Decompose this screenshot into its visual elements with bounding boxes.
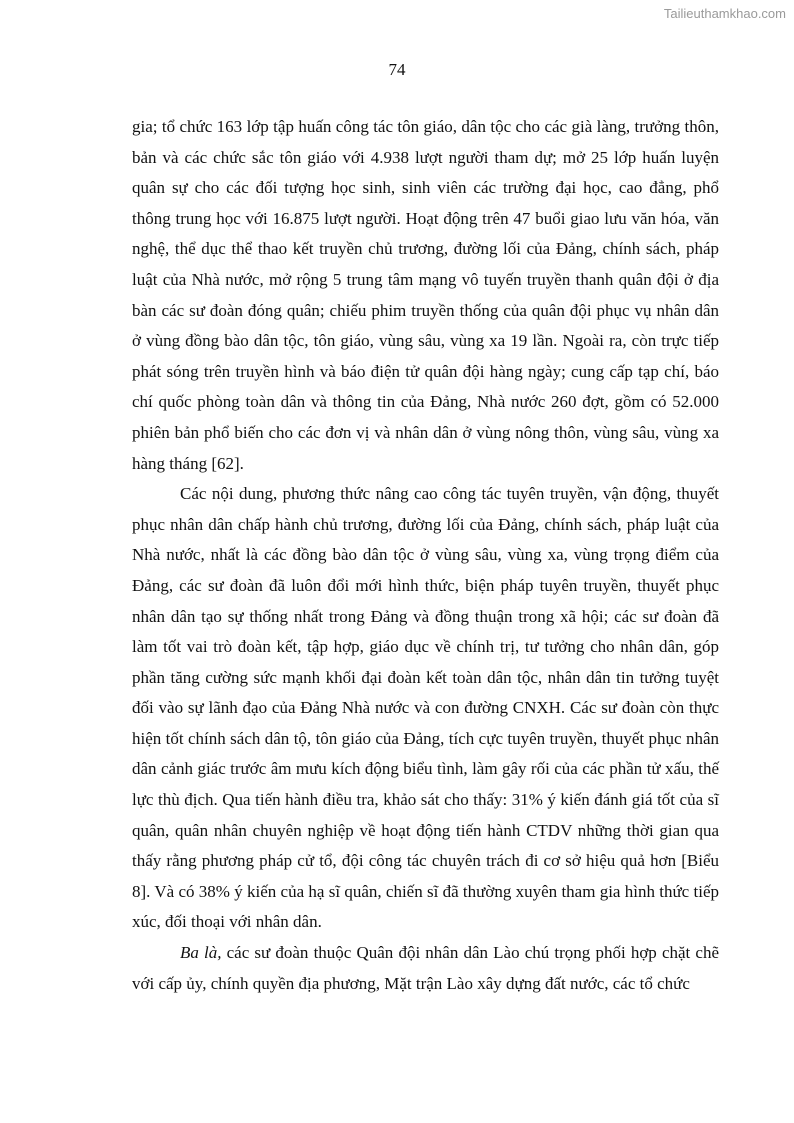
watermark: Tailieuthamkhao.com [663, 6, 786, 21]
paragraph-3-lead: Ba là, [180, 943, 222, 963]
paragraph-1: gia; tổ chức 163 lớp tập huấn công tác tôn giáo, dân tộc cho các già làng, trưởng thôn, bản và các chức sắc tôn giáo với 4.938 lượt người tham dự; mở 25 lớp huấn luyện quân sự cho các đối tượng học sinh, sinh viên các trường đại học, cao đẳng, phổ thông trung học với 16.875 lượt người. Hoạt động trên 47 buổi giao lưu văn hóa, văn nghệ, thể dục thể thao kết truyền chủ trương, đường lối của Đảng, chính sách, pháp luật của Nhà nước, mở rộng 5 trung tâm mạng vô tuyến truyền thanh quân đội ở địa bàn các sư đoàn đóng quân; chiếu phim truyền thống của quân đội phục vụ nhân dân ở vùng đồng bào dân tộc, tôn giáo, vùng sâu, vùng xa 19 lần. Ngoài ra, còn trực tiếp phát sóng trên truyền hình và báo điện tử quân đội hàng ngày; cung cấp tạp chí, báo chí quốc phòng toàn dân và thông tin của Đảng, Nhà nước 260 đợt, gồm có 52.000 phiên bản phổ biến cho các đơn vị và nhân dân ở vùng nông thôn, vùng sâu, vùng xa hàng tháng [62]. [132, 117, 719, 473]
paragraph-3 [132, 938, 719, 999]
paragraph-3-text: các sư đoàn thuộc Quân đội nhân dân Lào chú trọng phối hợp chặt chẽ với cấp ủy, chính quyền địa phương, Mặt trận Lào xây dựng đất nước, các tổ chức [132, 943, 719, 993]
document-body [132, 112, 719, 999]
page-number: 74 [388, 60, 406, 79]
paragraph-2: Các nội dung, phương thức nâng cao công tác tuyên truyền, vận động, thuyết phục nhân dân chấp hành chủ trương, đường lối của Đảng, chính sách, pháp luật của Nhà nước, nhất là các đồng bào dân tộc ở vùng sâu, vùng xa, vùng trọng điểm của Đảng, các sư đoàn đã luôn đổi mới hình thức, biện pháp tuyên truyền, thuyết phục nhân dân tạo sự thống nhất trong Đảng và đồng thuận trong xã hội; các sư đoàn đã làm tốt vai trò đoàn kết, tập hợp, giáo dục về chính trị, tư tưởng cho nhân dân, góp phần tăng cường sức mạnh khối đại đoàn kết toàn dân tộc, nhân dân tin tưởng tuyệt đối vào sự lãnh đạo của Đảng Nhà nước và con đường CNXH. Các sư đoàn còn thực hiện tốt chính sách dân tộ, tôn giáo của Đảng, tích cực tuyên truyền, thuyết phục nhân dân cảnh giác trước âm mưu kích động biểu tình, làm gây rối của các phần tử xấu, thế lực thù địch. Qua tiến hành điều tra, khảo sát cho thấy: 31% ý kiến đánh giá tốt của sĩ quân, quân nhân chuyên nghiệp về hoạt động tiến hành CTDV những thời gian qua thấy rằng phương pháp cử tổ, đội công tác chuyên trách đi cơ sở hiệu quả hơn [Biểu 8]. Và có 38% ý kiến của hạ sĩ quân, chiến sĩ đã thường xuyên tham gia hình thức tiếp xúc, đối thoại với nhân dân. [132, 484, 719, 932]
